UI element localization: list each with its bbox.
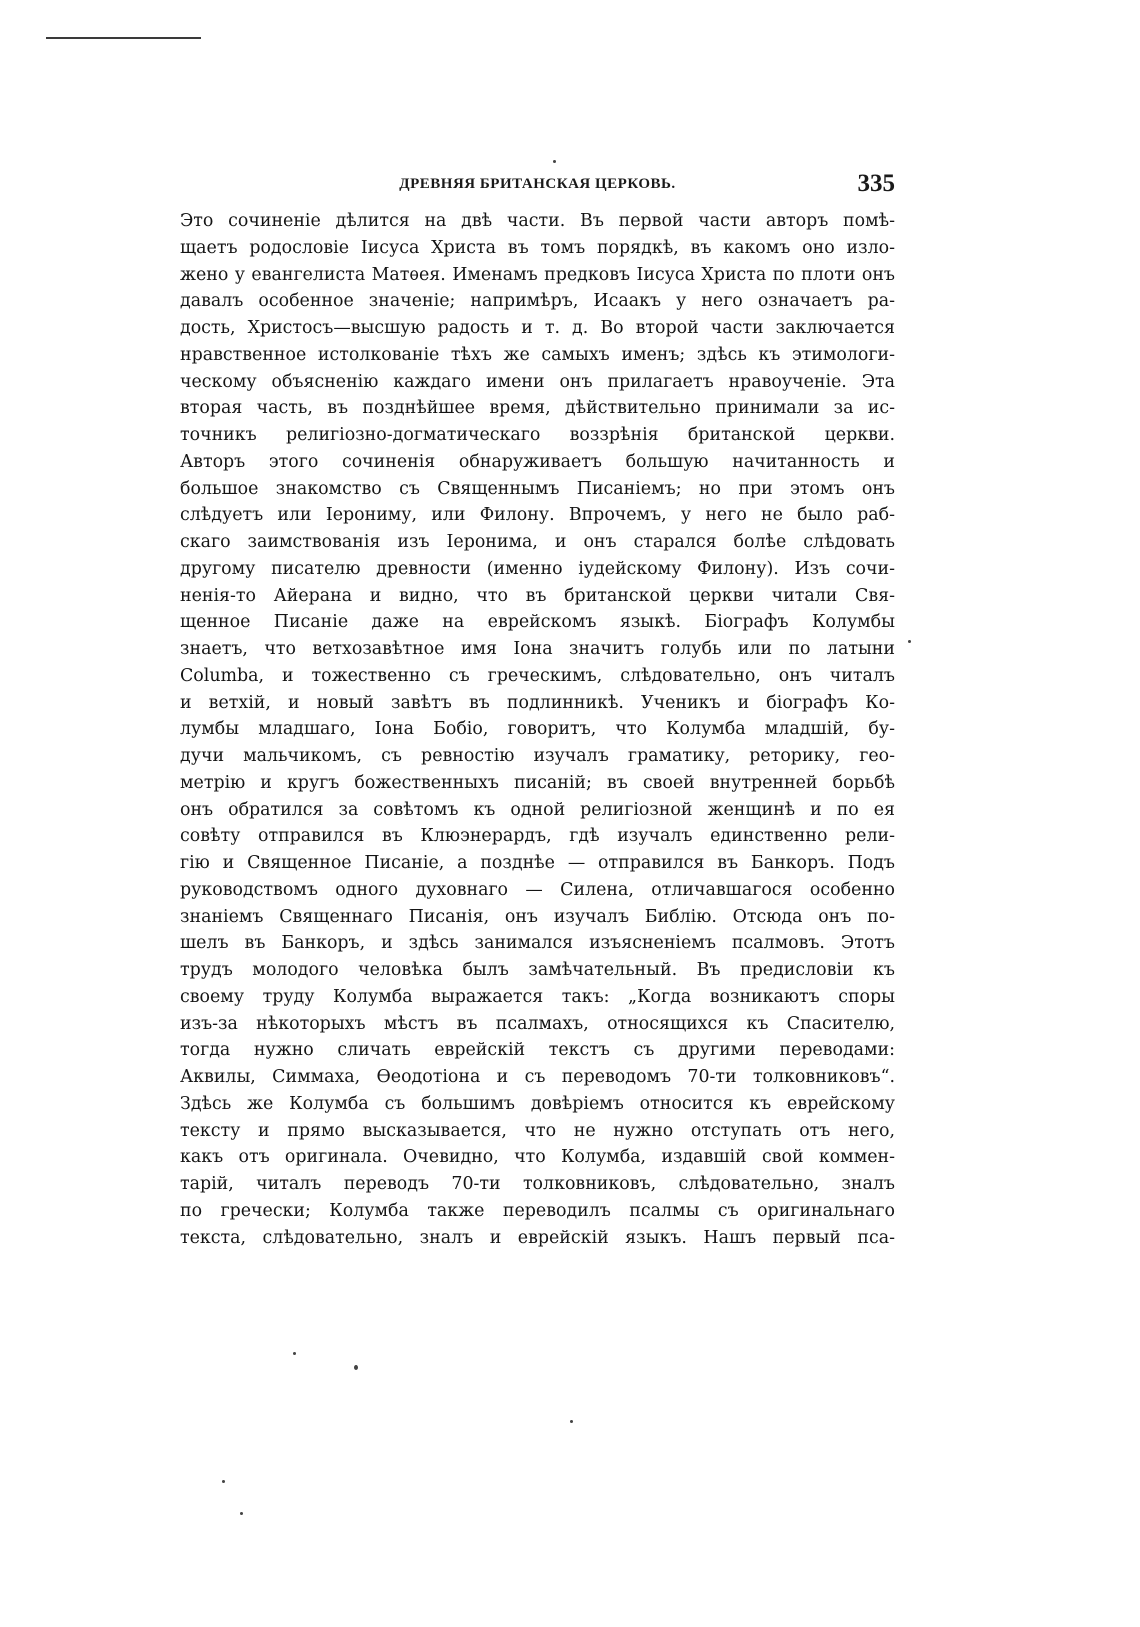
- text-line: Это сочиненіе дѣлится на двѣ части. Въ первой части авторъ помѣ-: [180, 211, 895, 231]
- text-line: какъ отъ оригинала. Очевидно, что Колумба, издавшій свой коммен-: [180, 1147, 895, 1168]
- text-line: своему труду Колумба выражается такъ: „Когда возникаютъ споры: [180, 986, 895, 1007]
- text-line: щенное Писаніе даже на еврейскомъ языкѣ. Біографъ Колумбы: [180, 612, 895, 633]
- text-line: нравственное истолкованіе тѣхъ же самыхъ именъ; здѣсь къ этимологи-: [180, 344, 895, 365]
- text-line: жено у евангелиста Матѳея. Именамъ предковъ Іисуса Христа по плоти онъ: [180, 264, 895, 285]
- text-line: гію и Священное Писаніе, а позднѣе — отправился въ Банкоръ. Подъ: [180, 853, 895, 873]
- text-line: по гречески; Колумба также переводилъ псалмы съ оригинальнаго: [180, 1200, 895, 1221]
- scan-speck: [908, 640, 911, 643]
- scan-edge-rule: [46, 37, 201, 39]
- text-line: лумбы младшаго, Іона Бобіо, говоритъ, что Колумба младшій, бу-: [180, 719, 895, 740]
- text-line: ненія-то Айерана и видно, что въ британской церкви читали Свя-: [180, 585, 895, 606]
- text-line: скаго заимствованія изъ Іеронима, и онъ старался болѣе слѣдовать: [180, 532, 895, 552]
- scan-speck: [222, 1480, 225, 1483]
- text-line: знаетъ, что ветхозавѣтное имя Іона значитъ голубь или по латыни: [180, 639, 895, 659]
- text-line: давалъ особенное значеніе; напримѣръ, Исаакъ у него означаетъ ра-: [180, 291, 895, 312]
- text-line: метрію и кругъ божественныхъ писаній; въ своей внутренней борьбѣ: [180, 772, 895, 793]
- text-line: текста, слѣдовательно, зналъ и еврейскій языкъ. Нашъ первый пса-: [180, 1227, 895, 1248]
- scan-speck: [570, 1420, 573, 1423]
- text-line: онъ обратился за совѣтомъ къ одной религіозной женщинѣ и по ея: [180, 799, 895, 820]
- text-line: Авторъ этого сочиненія обнаруживаетъ большую начитанность и: [180, 451, 895, 472]
- text-line: Columba, и тожественно съ греческимъ, слѣдовательно, онъ читалъ: [180, 665, 895, 686]
- text-line: точникъ религіозно-догматическаго воззрѣнія британской церкви.: [180, 425, 895, 445]
- text-line: тогда нужно сличать еврейскій текстъ съ другими переводами:: [180, 1040, 895, 1061]
- text-line: тексту и прямо высказывается, что не нужно отступать отъ него,: [180, 1120, 895, 1141]
- text-line: большое знакомство съ Священнымъ Писаніемъ; но при этомъ онъ: [180, 478, 895, 499]
- running-head: [180, 170, 895, 200]
- text-line: щаетъ родословіе Іисуса Христа въ томъ порядкѣ, въ какомъ оно изло-: [180, 237, 895, 258]
- scan-speck: [354, 1365, 358, 1370]
- text-line: изъ-за нѣкоторыхъ мѣстъ въ псалмахъ, относящихся къ Спасителю,: [180, 1013, 895, 1034]
- text-line: дость, Христосъ—высшую радость и т. д. Во второй части заключается: [180, 318, 895, 338]
- text-line: Здѣсь же Колумба съ большимъ довѣріемъ относится къ еврейскому: [180, 1093, 895, 1114]
- scan-speck: [240, 1512, 243, 1515]
- text-line: знаніемъ Священнаго Писанія, онъ изучалъ Библію. Отсюда онъ по-: [180, 906, 895, 927]
- scan-speck: [293, 1352, 296, 1355]
- text-line: шелъ въ Банкоръ, и здѣсь занимался изъясненіемъ псалмовъ. Этотъ: [180, 933, 895, 954]
- text-line: другому писателю древности (именно іудейскому Филону). Изъ сочи-: [180, 558, 895, 579]
- scan-speck: [553, 160, 556, 163]
- text-line: Аквилы, Симмаха, Ѳеодотіона и съ переводомъ 70-ти толковниковъ“.: [180, 1067, 895, 1087]
- text-line: совѣту отправился въ Клюэнерардъ, гдѣ изучалъ единственно рели-: [180, 826, 895, 847]
- text-line: ческому объясненію каждаго имени онъ прилагаетъ нравоученіе. Эта: [180, 371, 895, 392]
- running-head-title: ДРЕВНЯЯ БРИТАНСКАЯ ЦЕРКОВЬ.: [399, 176, 676, 192]
- text-line: трудъ молодого человѣка былъ замѣчательный. Въ предисловіи къ: [180, 960, 895, 980]
- text-line: вторая часть, въ позднѣйшее время, дѣйствительно принимали за ис-: [180, 398, 895, 419]
- text-line: тарій, читалъ переводъ 70-ти толковниковъ, слѣдовательно, зналъ: [180, 1174, 895, 1194]
- text-line: и ветхій, и новый завѣтъ въ подлинникѣ. Ученикъ и біографъ Ко-: [180, 692, 895, 713]
- text-line: дучи мальчикомъ, съ ревностію изучалъ граматику, реторику, гео-: [180, 746, 895, 766]
- text-line: слѣдуетъ или Іерониму, или Филону. Впрочемъ, у него не было раб-: [180, 505, 895, 526]
- body-text: [180, 208, 895, 1251]
- text-line: руководствомъ одного духовнаго — Силена, отличавшагося особенно: [180, 879, 895, 900]
- book-page: [180, 170, 895, 1251]
- page-number: 335: [857, 170, 895, 197]
